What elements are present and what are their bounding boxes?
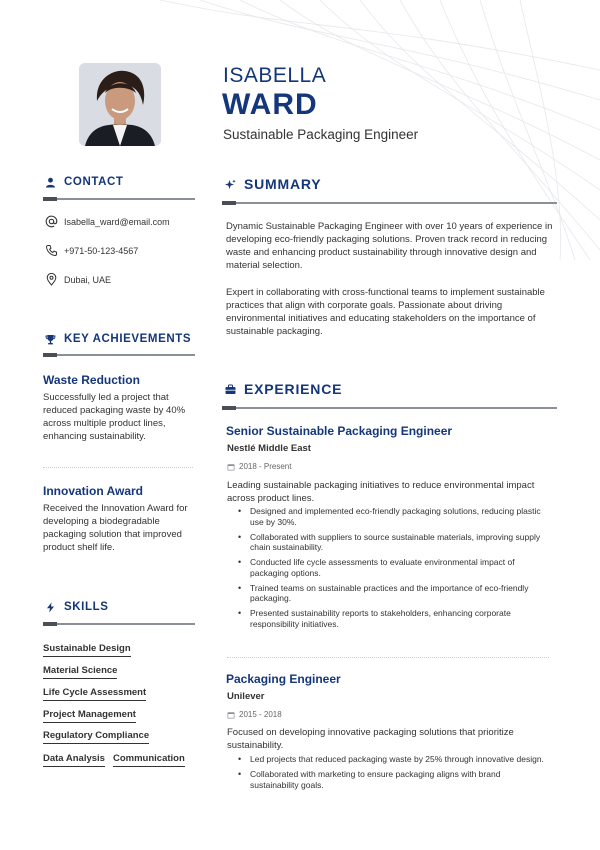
job-company: Unilever	[227, 691, 265, 702]
achievements-heading	[45, 333, 191, 345]
job-summary: Focused on developing innovative packaging solutions that prioritize sustainability.	[227, 727, 514, 751]
skills-heading	[45, 601, 109, 613]
calendar-icon	[227, 463, 235, 471]
location-pin-icon	[45, 273, 58, 286]
trophy-icon	[45, 334, 56, 345]
summary-paragraph: Dynamic Sustainable Packaging Engineer with over 10 years of experience in developing eco-friendly packaging solutions. Proven track record in reducing waste and enhancing product sustainability through innovative design and material selection.	[226, 221, 553, 271]
job-role: Senior Sustainable Packaging Engineer	[226, 424, 453, 438]
skill-tag: Sustainable Design	[43, 643, 131, 657]
contact-email[interactable]: Isabella_ward@email.com	[64, 216, 170, 227]
job-bullet: • Collaborated with marketing to ensure packaging aligns with brand sustainability goals.	[238, 769, 548, 790]
contact-heading	[45, 176, 124, 188]
job-bullet: • Trained teams on sustainable practices and the importance of eco-friendly packaging.	[238, 583, 548, 604]
job-dates-text: 2015 - 2018	[239, 710, 282, 719]
calendar-icon	[227, 711, 235, 719]
at-icon	[45, 215, 58, 228]
job-bullet: • Designed and implemented eco-friendly packaging solutions, reducing plastic use by 30%.	[238, 506, 548, 527]
job-summary: Leading sustainable packaging initiatives to reduce environmental impact across product lines.	[227, 480, 535, 504]
job-bullet: • Presented sustainability reports to stakeholders, enhancing corporate responsibility initiatives.	[238, 608, 548, 629]
achievement-title: Waste Reduction	[43, 373, 140, 387]
skill-tag: Material Science	[43, 665, 117, 679]
summary-heading	[225, 176, 321, 192]
achievement-description: Successfully led a project that reduced packaging waste by 40% across multiple product lines, enhancing sustainability.	[43, 392, 186, 442]
achievement-title: Innovation Award	[43, 484, 144, 498]
contact-location: Dubai, UAE	[64, 274, 112, 285]
job-dates-text: 2018 - Present	[239, 462, 292, 471]
job-role: Packaging Engineer	[226, 672, 341, 686]
skill-tag: Project Management	[43, 709, 136, 723]
last-name: WARD	[222, 88, 318, 121]
achievements-divider	[43, 354, 195, 356]
skill-tag: Regulatory Compliance	[43, 730, 149, 744]
job-dates	[227, 710, 282, 719]
contact-heading-label: CONTACT	[64, 176, 124, 188]
summary-heading-label: SUMMARY	[244, 176, 322, 192]
job-bullet: • Conducted life cycle assessments to evaluate environmental impact of packaging options.	[238, 557, 548, 578]
achievement-description: Received the Innovation Award for developing a biodegradable packaging solution that improved product shelf life.	[43, 503, 188, 553]
profile-photo	[79, 63, 161, 146]
job-company: Nestlé Middle East	[227, 443, 311, 454]
phone-icon	[45, 244, 58, 257]
skill-tag: Communication	[113, 753, 185, 767]
job-dates	[227, 462, 291, 471]
job-separator	[227, 657, 549, 658]
job-bullet-list	[238, 506, 548, 634]
job-bullet: • Collaborated with suppliers to source sustainable materials, improving supply chain sustainability.	[238, 532, 548, 553]
achievements-heading-label: KEY ACHIEVEMENTS	[64, 333, 192, 345]
briefcase-icon	[225, 384, 236, 395]
experience-heading-label: EXPERIENCE	[244, 381, 343, 397]
skills-heading-label: SKILLS	[64, 601, 109, 613]
job-bullet: • Led projects that reduced packaging waste by 25% through innovative design.	[238, 754, 548, 765]
contact-phone[interactable]: +971-50-123-4567	[64, 245, 139, 256]
achievement-separator	[43, 467, 193, 468]
first-name: ISABELLA	[223, 64, 327, 87]
skills-divider	[43, 623, 195, 625]
summary-paragraph: Expert in collaborating with cross-functional teams to implement sustainable practices that align with corporate goals. Passionate about driving environmental initiatives and educating stakeholders on the importance of sustainable packaging.	[226, 287, 545, 337]
contact-divider	[43, 198, 195, 200]
summary-divider	[222, 202, 557, 204]
contact-location-row	[45, 273, 111, 286]
job-bullet-list	[238, 754, 548, 795]
skill-tag: Life Cycle Assessment	[43, 687, 146, 701]
contact-phone-row[interactable]	[45, 244, 138, 257]
skill-tag: Data Analysis	[43, 753, 105, 767]
job-title: Sustainable Packaging Engineer	[223, 127, 419, 142]
experience-heading	[225, 381, 342, 397]
sparkle-icon	[225, 179, 236, 190]
experience-divider	[222, 407, 557, 409]
contact-email-row[interactable]	[45, 215, 170, 228]
lightning-icon	[45, 602, 56, 613]
person-icon	[45, 177, 56, 188]
